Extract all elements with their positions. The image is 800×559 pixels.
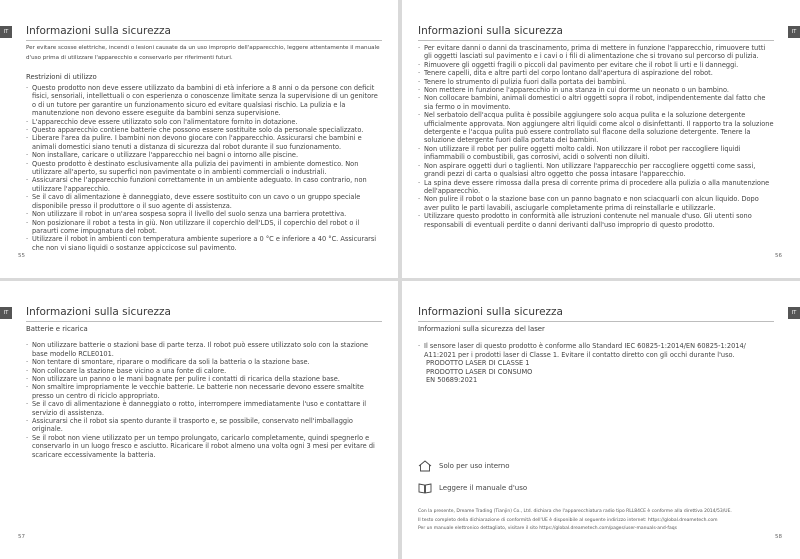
list-item: · Tenere lo strumento di pulizia fuori dalla portata dei bambini. (418, 78, 774, 86)
page-content (26, 325, 382, 459)
list-item: · Non collocare bambini, animali domestici o altri oggetti sopra il robot, indipendentemente dal fatto che sia fermo o in movimento. (418, 94, 774, 111)
list-item: · L'apparecchio deve essere utilizzato solo con l'alimentatore fornito in dotazione. (26, 118, 382, 126)
laser-class-line: PRODOTTO LASER DI CLASSE 1 (426, 359, 530, 368)
list-item: · Questo prodotto non deve essere utilizzato da bambini di età inferiore a 8 anni o da persone con deficit fisici, sensoriali, intellettuali o con esperienza o conoscenze limitate senza la supervisione di un genitore o di un tutore per garantire un funzionamento sicuro ed evitare qualsiasi rischio. La pulizia e la manutenzione non devono essere eseguite da bambini senza supervisione. (26, 84, 382, 118)
indoor-use-label: Solo per uso interno (439, 462, 510, 470)
page-content (26, 44, 382, 252)
page-number: 58 (775, 534, 782, 540)
book-icon (418, 482, 432, 494)
list-item: · Non utilizzare il robot per pulire oggetti molto caldi. Non utilizzare il robot per raccogliere liquidi infiammabili o combustibili, gas corrosivi, acidi o solventi non diluiti. (418, 145, 774, 162)
manual-page-56 (402, 0, 800, 278)
list-item: · Nel serbatoio dell'acqua pulita è possibile aggiungere solo acqua pulita e la soluzione detergente ufficialmente approvata. Non aggiungere altri liquidi come alcol o disinfettanti. Il rapporto tra la soluzione detergente e l'acqua pulita può essere controllato sul flacone della soluzione detergente. Tenere la soluzione detergente fuori dalla portata dei bambini. (418, 111, 774, 145)
list-item: · Rimuovere gli oggetti fragili o piccoli dal pavimento per evitare che il robot li urti e li danneggi. (418, 61, 774, 69)
page-number: 56 (775, 253, 782, 259)
indoor-use-row (418, 460, 510, 472)
list-item: · Utilizzare il robot in ambienti con temperatura ambiente superiore a 0 °C e inferiore a 40 °C. Assicurarsi che non vi siano liquidi o sostanze appiccicose sul pavimento. (26, 235, 382, 252)
language-tab: IT (788, 26, 800, 38)
manual-page-57 (0, 281, 398, 559)
list-item: · Non pulire il robot o la stazione base con un panno bagnato e non sciacquarli con alcun liquido. Dopo aver pulito le parti lavabili, asciugarle completamente prima di reinstallarle e utilizzarle. (418, 195, 774, 212)
list-item: · Per evitare danni o danni da trascinamento, prima di mettere in funzione l'apparecchio, rimuovere tutti gli oggetti lasciati sul pavimento e i cavi o i fili di alimentazione che si trovano sul percorso di pulizia. (418, 44, 774, 61)
safety-list (418, 44, 774, 229)
list-item: · Questo prodotto è destinato esclusivamente alla pulizia dei pavimenti in ambiente domestico. Non utilizzare all'aperto, su superfici non pavimentate o in ambienti commerciali o industriali. (26, 160, 382, 177)
read-manual-label: Leggere il manuale d'uso (439, 484, 528, 492)
list-item: · Liberare l'area da pulire. I bambini non devono giocare con l'apparecchio. Assicurarsi che bambini e animali domestici siano tenuti a distanza di sicurezza dal robot durante il suo funzionamento. (26, 134, 382, 151)
list-item: · Utilizzare questo prodotto in conformità alle istruzioni contenute nel manuale d'uso. Gli utenti sono responsabili di eventuali perdite o danni derivanti dall'uso improprio di questo prodotto. (418, 212, 774, 229)
page-title: Informazioni sulla sicurezza (26, 25, 171, 37)
list-item: · Se il robot non viene utilizzato per un tempo prolungato, caricarlo completamente, quindi spegnerlo e conservarlo in un luogo fresco e asciutto. Ricaricare il robot almeno una volta ogni 3 mesi per evitare di scaricare eccessivamente la batteria. (26, 434, 382, 459)
page-title: Informazioni sulla sicurezza (26, 306, 171, 318)
list-item: · Tenere capelli, dita e altre parti del corpo lontano dall'apertura di aspirazione del robot. (418, 69, 774, 77)
list-item: · Il sensore laser di questo prodotto è conforme allo Standard IEC 60825-1:2014/EN 60825-1:2014/ A11:2021 per i prodotti laser di Classe 1. Evitare il contatto diretto con gli occhi durante l'uso. (418, 342, 774, 359)
manual-page-55 (0, 0, 398, 278)
section-subtitle: Restrizioni di utilizzo (26, 72, 97, 81)
list-item: · Non utilizzare il robot in un'area sospesa sopra il livello del suolo senza una barriera protettiva. (26, 210, 382, 218)
list-item: · Se il cavo di alimentazione è danneggiato, deve essere sostituito con un cavo o un gruppo speciale disponibile presso il produttore o il suo agente di assistenza. (26, 193, 382, 210)
declaration-line: Con la presente, Dreame Trading (Tianjin) Co., Ltd. dichiara che l'apparecchiatura radio tipo RLL84CE è conforme alla direttiva 2014/53/UE. (418, 509, 732, 514)
list-item: · Assicurarsi che l'apparecchio funzioni correttamente in un ambiente adeguato. In caso contrario, non utilizzare l'apparecchio. (26, 176, 382, 193)
list-item: · Non posizionare il robot a testa in giù. Non utilizzare il coperchio dell'LDS, il coperchio del robot o il paraurti come impugnatura del robot. (26, 219, 382, 236)
title-divider (26, 321, 382, 322)
list-item: · Non utilizzare batterie o stazioni base di parte terza. Il robot può essere utilizzato solo con la stazione base modello RCLE0101. (26, 341, 382, 358)
battery-list (26, 341, 382, 459)
page-number: 57 (18, 534, 25, 540)
conformity-declaration (418, 508, 784, 534)
declaration-line: Per un manuale elettronico dettagliato, visitare il sito https://global.dreametech.com/pages/user-manuals-and-faqs (418, 526, 677, 531)
language-tab: IT (788, 307, 800, 319)
title-divider (418, 321, 774, 322)
list-item: · Se il cavo di alimentazione è danneggiato o rotto, interrompere immediatamente l'uso e contattare il servizio di assistenza. (26, 400, 382, 417)
laser-class-line: EN 50689:2021 (426, 376, 478, 385)
page-title: Informazioni sulla sicurezza (418, 25, 563, 37)
intro-paragraph: Per evitare scosse elettriche, incendi o lesioni causate da un uso improprio dell'apparecchio, leggere attentamente il manuale d'uso prima di utilizzare l'apparecchio e conservarlo per riferimenti futuri. (26, 45, 380, 61)
language-tab: IT (0, 307, 12, 319)
manual-page-58 (402, 281, 800, 559)
laser-class-labels (418, 359, 774, 384)
page-title: Informazioni sulla sicurezza (418, 306, 563, 318)
page-number: 55 (18, 253, 25, 259)
list-item: · Non utilizzare un panno o le mani bagnate per pulire i contatti di ricarica della stazione base. (26, 375, 382, 383)
declaration-line: Il testo completo della dichiarazione di conformità dell'UE è disponibile al seguente indirizzo internet: https://global.dreametech.com (418, 517, 718, 523)
title-divider (418, 40, 774, 41)
page-content (418, 44, 774, 229)
safety-list (26, 84, 382, 252)
section-subtitle: Batterie e ricarica (26, 325, 88, 333)
laser-class-line: PRODOTTO LASER DI CONSUMO (426, 367, 533, 376)
list-item: · Non tentare di smontare, riparare o modificare da soli la batteria o la stazione base. (26, 358, 382, 366)
laser-list (418, 342, 774, 359)
list-item: · La spina deve essere rimossa dalla presa di corrente prima di procedere alla pulizia o alla manutenzione dell'apparecchio. (418, 179, 774, 196)
section-subtitle: Informazioni sulla sicurezza del laser (418, 325, 545, 333)
title-divider (26, 40, 382, 41)
house-icon (418, 460, 432, 472)
list-item: · Non installare, caricare o utilizzare l'apparecchio nei bagni o intorno alle piscine. (26, 151, 382, 159)
list-item: · Non aspirare oggetti duri o taglienti. Non utilizzare l'apparecchio per raccogliere oggetti come sassi, grandi pezzi di carta o qualsiasi altro oggetto che possa intasare l'apparecchio. (418, 162, 774, 179)
language-tab: IT (0, 26, 12, 38)
list-item: · Questo apparecchio contiene batterie che possono essere sostituite solo da personale specializzato. (26, 126, 382, 134)
read-manual-row (418, 482, 527, 494)
list-item: · Non mettere in funzione l'apparecchio in una stanza in cui dorme un neonato o un bambino. (418, 86, 774, 94)
page-content (418, 325, 774, 384)
list-item: · Assicurarsi che il robot sia spento durante il trasporto e, se possibile, conservato nell'imballaggio originale. (26, 417, 382, 434)
list-item: · Non collocare la stazione base vicino a una fonte di calore. (26, 367, 382, 375)
list-item: · Non smaltire impropriamente le vecchie batterie. Le batterie non necessarie devono essere smaltite presso un centro di riciclo appropriato. (26, 383, 382, 400)
